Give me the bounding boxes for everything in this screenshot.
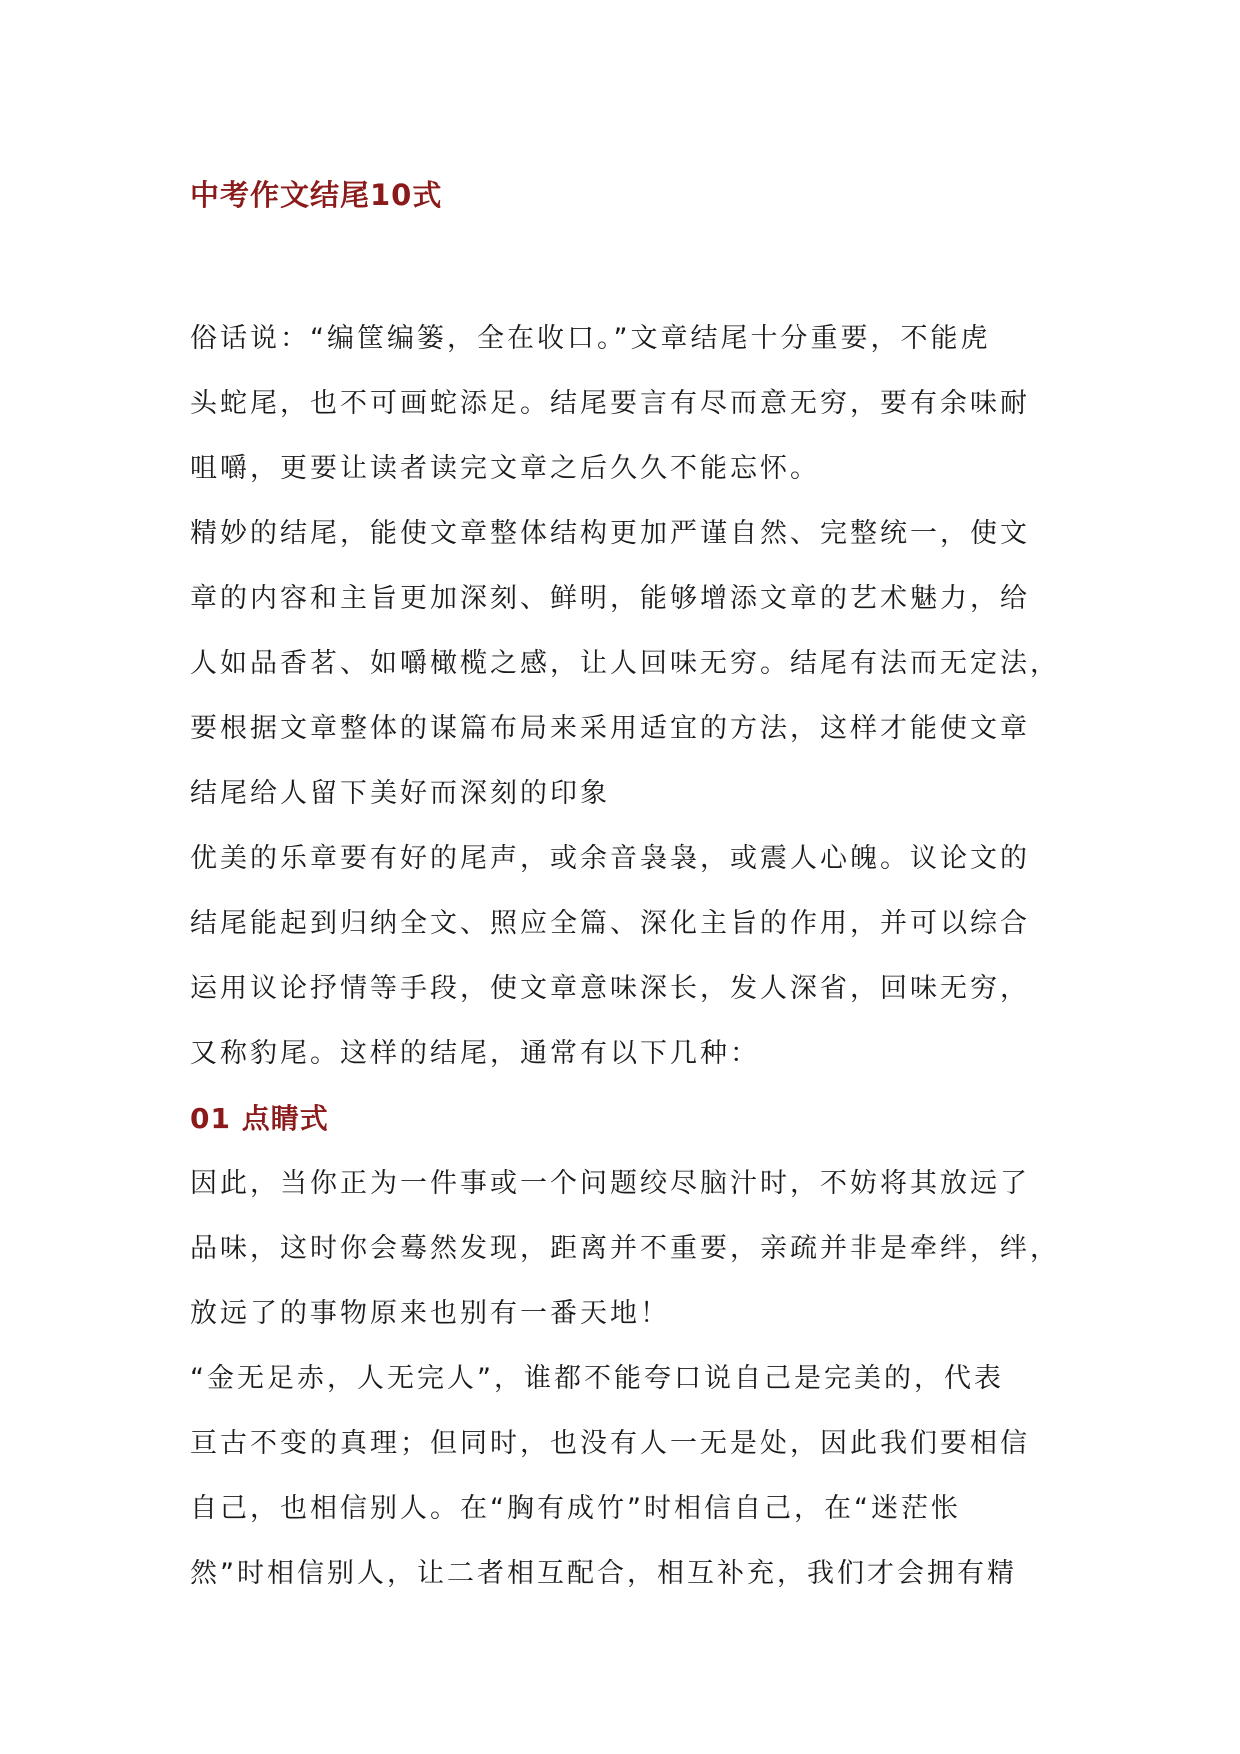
text-line: 结尾给人留下美好而深刻的印象 bbox=[190, 778, 610, 809]
text-line: 品味，这时你会蓦然发现，距离并不重要，亲疏并非是牵绊，绊， bbox=[190, 1233, 1060, 1264]
text-line: 运用议论抒情等手段，使文章意味深长，发人深省，回味无穷， bbox=[190, 973, 1030, 1004]
text-line: 俗话说：“编筐编篓，全在收口。”文章结尾十分重要，不能虎 bbox=[190, 323, 991, 354]
text-line: 咀嚼，更要让读者读完文章之后久久不能忘怀。 bbox=[190, 453, 820, 484]
text-line: 人如品香茗、如嚼橄榄之感，让人回味无穷。结尾有法而无定法， bbox=[190, 648, 1060, 679]
page-title: 中考作文结尾10式 bbox=[190, 178, 443, 212]
text-line: 章的内容和主旨更加深刻、鲜明，能够增添文章的艺术魅力，给 bbox=[190, 583, 1030, 614]
text-line: 亘古不变的真理；但同时，也没有人一无是处，因此我们要相信 bbox=[190, 1428, 1030, 1459]
text-line: 因此，当你正为一件事或一个问题绞尽脑汁时，不妨将其放远了 bbox=[190, 1168, 1030, 1199]
text-line: 头蛇尾，也不可画蛇添足。结尾要言有尽而意无穷，要有余味耐 bbox=[190, 388, 1030, 419]
text-line: 又称豹尾。这样的结尾，通常有以下几种： bbox=[190, 1038, 760, 1069]
document-body bbox=[190, 306, 1090, 1606]
text-line: 然”时相信别人，让二者相互配合，相互补充，我们才会拥有精 bbox=[190, 1558, 1017, 1589]
text-line: 自己，也相信别人。在“胸有成竹”时相信自己，在“迷茫怅 bbox=[190, 1493, 961, 1524]
section-heading: 01 点睛式 bbox=[190, 1102, 329, 1135]
text-line: 放远了的事物原来也别有一番天地！ bbox=[190, 1298, 670, 1329]
text-line: 要根据文章整体的谋篇布局来采用适宜的方法，这样才能使文章 bbox=[190, 713, 1030, 744]
text-line: “金无足赤，人无完人”，谁都不能夸口说自己是完美的，代表 bbox=[190, 1363, 1004, 1394]
text-line: 结尾能起到归纳全文、照应全篇、深化主旨的作用，并可以综合 bbox=[190, 908, 1030, 939]
text-line: 精妙的结尾，能使文章整体结构更加严谨自然、完整统一，使文 bbox=[190, 518, 1030, 549]
text-line: 优美的乐章要有好的尾声，或余音袅袅，或震人心魄。议论文的 bbox=[190, 843, 1030, 874]
